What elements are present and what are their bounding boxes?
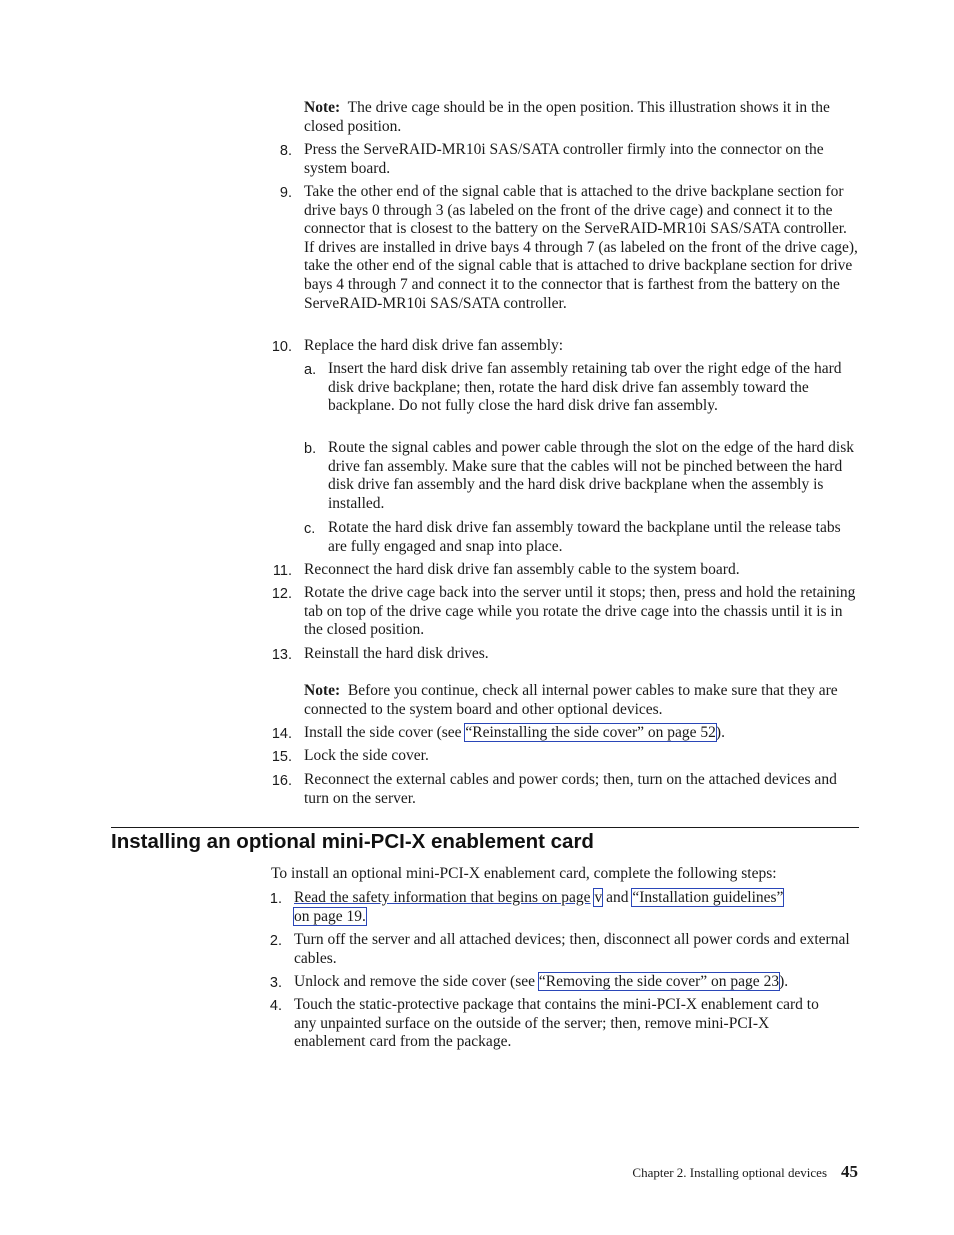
step-number: 15. <box>271 749 292 765</box>
step-text-end: ). <box>779 973 789 990</box>
page-footer <box>632 1162 858 1183</box>
substep-text: Insert the hard disk drive fan assembly retaining tab over the right edge of the hard disk drive backplane; then, rotate the hard disk drive fan assembly toward the backplane. Do not fully close the hard disk drive fan assembly. <box>328 360 842 415</box>
reinstalling-side-cover-link[interactable]: “Reinstalling the side cover” on page 52 <box>465 724 716 741</box>
substep-letter: c. <box>304 521 316 537</box>
step-text: Reconnect the hard disk drive fan assembly cable to the system board. <box>304 561 740 578</box>
step-text: Touch the static-protective package that contains the mini-PCI-X enablement card to any unpainted surface on the outside of the server; then, remove mini-PCI-X enablement card from the package. <box>294 996 819 1051</box>
step-text: and <box>602 889 633 906</box>
substep-b <box>328 439 859 513</box>
step-text-end: ). <box>715 724 725 741</box>
step-8 <box>304 141 859 178</box>
note-2 <box>304 682 859 719</box>
page-v-link[interactable]: v <box>594 889 603 906</box>
step-number: 1. <box>269 891 282 907</box>
substep-a <box>328 360 859 416</box>
intro-text: To install an optional mini-PCI-X enablement card, complete the following steps: <box>271 865 777 882</box>
step-text: Install the side cover (see <box>304 724 466 741</box>
section-step-3 <box>294 973 859 992</box>
substep-letter: a. <box>304 362 317 378</box>
step-text: Turn off the server and all attached devices; then, disconnect all power cords and external cables. <box>294 931 850 967</box>
section-step-1 <box>294 889 859 926</box>
step-14 <box>304 724 859 743</box>
note-text: The drive cage should be in the open position. This illustration shows it in the closed position. <box>304 99 830 135</box>
note-1 <box>304 99 859 136</box>
step-15 <box>304 747 859 766</box>
page-number: 45 <box>841 1162 858 1181</box>
step-number: 4. <box>269 998 282 1014</box>
substep-text: Route the signal cables and power cable through the slot on the edge of the hard disk drive fan assembly. Make sure that the cables will not be pinched between the hard disk drive fan assembly and the hard disk drive backplane when the assembly is installed. <box>328 439 854 512</box>
step-number: 12. <box>271 586 292 602</box>
installation-guidelines-page-link[interactable]: on page 19. <box>294 907 366 925</box>
step-number: 8. <box>279 143 292 159</box>
section-title: Installing an optional mini-PCI-X enablement card <box>111 830 594 853</box>
step-text: Press the ServeRAID-MR10i SAS/SATA controller firmly into the connector on the system board. <box>304 141 824 177</box>
step-12 <box>304 584 859 640</box>
chapter-title: Chapter 2. Installing optional devices <box>632 1165 827 1180</box>
safety-information-link[interactable]: Read the safety information that begins on page <box>294 889 591 906</box>
note-text: Before you continue, check all internal power cables to make sure that they are connected to the system board and other optional devices. <box>304 682 838 718</box>
step-number: 14. <box>271 726 292 742</box>
step-text: Take the other end of the signal cable that is attached to the drive backplane section for drive bays 0 through 3 (as labeled on the front of the drive cage) and connect it to the connector that is closest to the battery on the ServeRAID-MR10i SAS/SATA controller. If drives are installed in drive bays 4 through 7 (as labeled on the front of the drive cage), take the other end of the signal cable that is attached to drive backplane section for drive bays 4 through 7 and connect it to the connector that is farthest from the battery on the ServeRAID-MR10i SAS/SATA controller. <box>304 183 858 312</box>
step-text: Replace the hard disk drive fan assembly: <box>304 337 564 354</box>
substep-letter: b. <box>304 441 317 457</box>
step-16 <box>304 771 859 808</box>
substep-text: Rotate the hard disk drive fan assembly toward the backplane until the release tabs are fully engaged and snap into place. <box>328 519 841 555</box>
step-text: Reinstall the hard disk drives. <box>304 645 489 662</box>
removing-side-cover-link[interactable]: “Removing the side cover” on page 23 <box>538 973 780 990</box>
installation-guidelines-link[interactable]: “Installation guidelines” <box>632 889 784 906</box>
section-step-4 <box>294 996 839 1052</box>
step-number: 16. <box>271 773 292 789</box>
note-label: Note: <box>304 682 341 699</box>
step-10 <box>304 337 859 356</box>
step-text: Lock the side cover. <box>304 747 429 764</box>
step-13 <box>304 645 859 664</box>
step-text: Unlock and remove the side cover (see <box>294 973 539 990</box>
section-intro <box>271 865 859 884</box>
step-text: Reconnect the external cables and power cords; then, turn on the attached devices and turn on the server. <box>304 771 837 807</box>
step-number: 13. <box>271 647 292 663</box>
step-number: 9. <box>279 185 292 201</box>
note-label: Note: <box>304 99 341 116</box>
step-number: 10. <box>271 339 292 355</box>
step-number: 2. <box>269 933 282 949</box>
step-number: 3. <box>269 975 282 991</box>
step-11 <box>304 561 859 580</box>
section-step-2 <box>294 931 859 968</box>
section-divider <box>111 827 859 828</box>
step-text: Rotate the drive cage back into the server until it stops; then, press and hold the retaining tab on top of the drive cage while you rotate the drive cage into the chassis until it is in the closed position. <box>304 584 856 639</box>
step-number: 11. <box>272 563 292 579</box>
substep-c <box>328 519 859 556</box>
step-9 <box>304 183 859 313</box>
